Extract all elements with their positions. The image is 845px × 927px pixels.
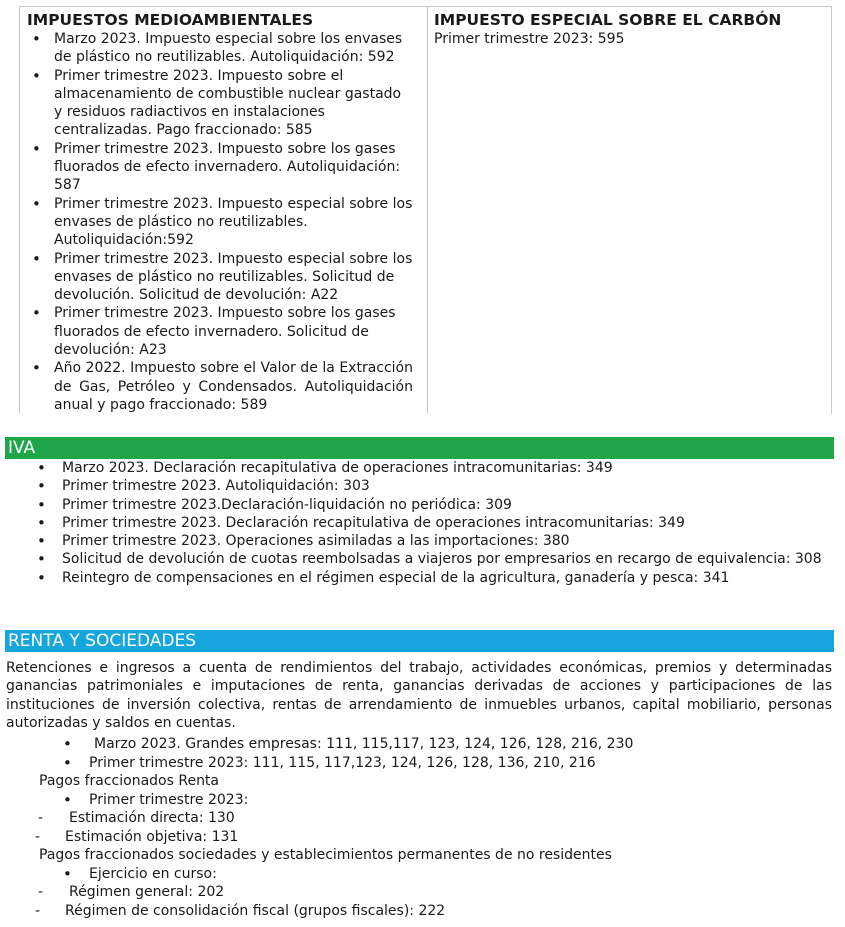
list-item: • Primer trimestre 2023. Operaciones asimiladas a las importaciones: 380: [34, 532, 834, 550]
list-item: • Reintegro de compensaciones en el régimen especial de la agricultura, ganadería y pesca: 341: [34, 569, 834, 587]
list-item: • Marzo 2023. Declaración recapitulativa de operaciones intracomunitarias: 349: [34, 459, 834, 477]
medioambientales-column: [20, 7, 428, 414]
dash-mark: -: [35, 828, 41, 845]
list-item: • Marzo 2023. Impuesto especial sobre los envases de plástico no reutilizables. Autoliquidación: 592: [27, 30, 413, 67]
list-item: • Primer trimestre 2023. Impuesto sobre el almacenamiento de combustible nuclear gastado y residuos radiactivos en instalaciones centralizadas. Pago fraccionado: 585: [27, 67, 413, 140]
renta-section-header: RENTA Y SOCIEDADES: [5, 630, 834, 652]
list-item: • Primer trimestre 2023:: [63, 790, 249, 809]
bullet-mark: •: [63, 864, 72, 883]
bullet-mark: •: [63, 735, 72, 753]
iva-list: [34, 459, 834, 587]
list-item: • Primer trimestre 2023. Autoliquidación: 303: [34, 477, 834, 495]
list-item: - Estimación objetiva: 131: [35, 828, 239, 845]
dash-mark: -: [38, 884, 44, 900]
carbon-column: [428, 7, 831, 414]
list-item: • Primer trimestre 2023. Impuesto especial sobre los envases de plástico no reutilizables. Autoliquidación:592: [27, 195, 413, 250]
list-item: • Ejercicio en curso:: [63, 864, 217, 883]
list-item: - Régimen de consolidación fiscal (grupos fiscales): 222: [35, 902, 446, 919]
carbon-line: Primer trimestre 2023: 595: [434, 31, 625, 47]
list-item: • Año 2022. Impuesto sobre el Valor de la Extracción de Gas, Petróleo y Condensados. Autoliquidación anual y pago fraccionado: 589: [27, 359, 413, 414]
renta-intro-paragraph: Retenciones e ingresos a cuenta de rendimientos del trabajo, actividades económicas, premios y determinadas ganancias patrimoniales e imputaciones de renta, ganancias derivadas de acciones y participaciones de las instituciones de inversión colectiva, rentas de arrendamiento de inmuebles urbanos, capital mobiliario, personas autorizadas y saldos en cuentas.: [6, 660, 832, 731]
pagos-sociedades-heading: Pagos fraccionados sociedades y establecimientos permanentes de no residentes: [39, 847, 612, 863]
list-item: • Solicitud de devolución de cuotas reembolsadas a viajeros por empresarios en recargo de equivalencia: 308: [34, 550, 834, 568]
dash-mark: -: [35, 902, 41, 919]
list-item: • Marzo 2023. Grandes empresas: 111, 115,117, 123, 124, 126, 128, 216, 230: [63, 735, 634, 753]
list-item: • Primer trimestre 2023.Declaración-liquidación no periódica: 309: [34, 496, 834, 514]
list-item: • Primer trimestre 2023: 111, 115, 117,123, 124, 126, 128, 136, 210, 216: [63, 753, 596, 772]
renta-details: [0, 735, 845, 920]
list-item: • Primer trimestre 2023. Impuesto sobre los gases fluorados de efecto invernadero. Solicitud de devolución: A23: [27, 304, 413, 359]
list-item: • Primer trimestre 2023. Impuesto sobre los gases fluorados de efecto invernadero. Autoliquidación: 587: [27, 140, 413, 195]
list-item: - Estimación directa: 130: [38, 810, 235, 826]
list-item: • Primer trimestre 2023. Impuesto especial sobre los envases de plástico no reutilizables. Solicitud de devolución. Solicitud de devolución: A22: [27, 250, 413, 305]
bullet-mark: •: [63, 790, 72, 809]
dash-mark: -: [38, 810, 44, 826]
medioambientales-list: [27, 30, 413, 414]
iva-section-header: IVA: [5, 437, 834, 459]
list-item: • Primer trimestre 2023. Declaración recapitulativa de operaciones intracomunitarias: 349: [34, 514, 834, 532]
list-item: - Régimen general: 202: [38, 884, 225, 900]
top-tax-table: [19, 6, 832, 414]
bullet-mark: •: [63, 753, 72, 772]
medioambientales-title: IMPUESTOS MEDIOAMBIENTALES: [27, 11, 314, 29]
pagos-renta-heading: Pagos fraccionados Renta: [39, 773, 220, 789]
carbon-title: IMPUESTO ESPECIAL SOBRE EL CARBÓN: [434, 11, 782, 29]
